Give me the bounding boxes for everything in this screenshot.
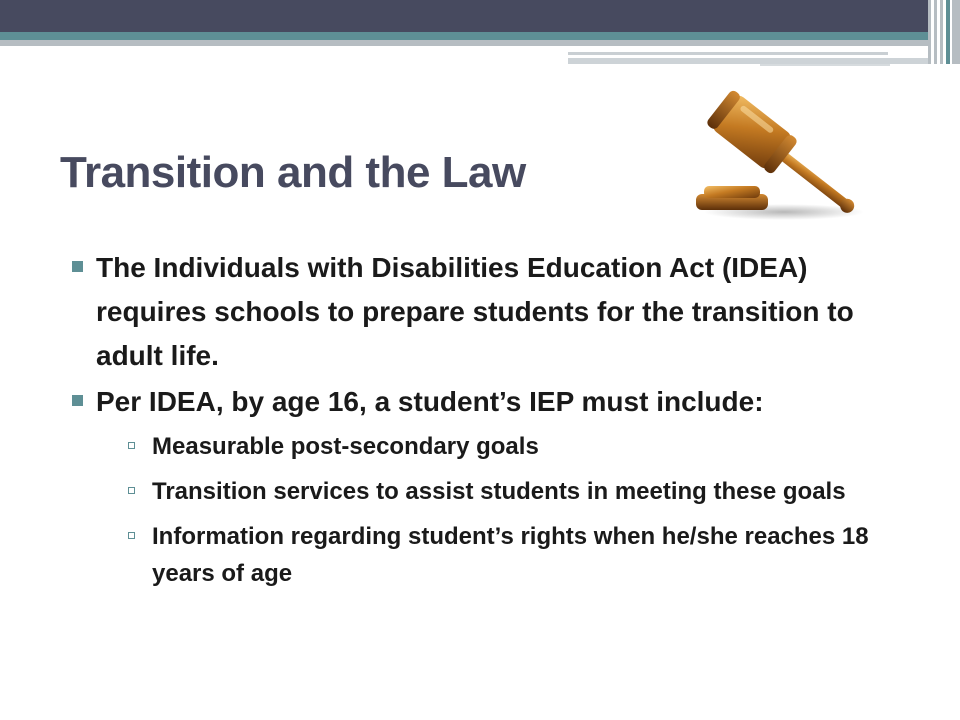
slide-title: Transition and the Law: [60, 148, 526, 197]
square-bullet-icon: [72, 395, 83, 406]
hollow-square-bullet-icon: [128, 442, 135, 449]
sub-bullet-list: [96, 428, 902, 592]
header-band: [0, 0, 960, 32]
bullet-item: [72, 380, 902, 592]
decorative-strip: [568, 52, 888, 55]
sub-bullet-text: Information regarding student’s rights when he/she reaches 18 years of age: [152, 523, 869, 587]
header-accent-line: [0, 32, 960, 40]
sub-bullet-item: [96, 473, 902, 510]
bullet-text: Per IDEA, by age 16, a student’s IEP must include:: [96, 386, 764, 417]
square-bullet-icon: [72, 261, 83, 272]
bullet-text: The Individuals with Disabilities Education Act (IDEA) requires schools to prepare students for the transition to adult life.: [96, 252, 854, 371]
gavel-icon: [688, 84, 868, 224]
hollow-square-bullet-icon: [128, 487, 135, 494]
sub-bullet-item: [96, 428, 902, 465]
bullet-list: [72, 246, 902, 600]
hollow-square-bullet-icon: [128, 532, 135, 539]
sub-bullet-item: [96, 518, 902, 592]
decorative-edge-bars: [928, 0, 960, 64]
header-divider-line: [0, 40, 960, 46]
sub-bullet-text: Measurable post-secondary goals: [152, 433, 539, 460]
decorative-strip: [760, 64, 890, 66]
sub-bullet-text: Transition services to assist students in meeting these goals: [152, 478, 846, 505]
decorative-strip: [568, 58, 948, 64]
bullet-item: [72, 246, 902, 378]
